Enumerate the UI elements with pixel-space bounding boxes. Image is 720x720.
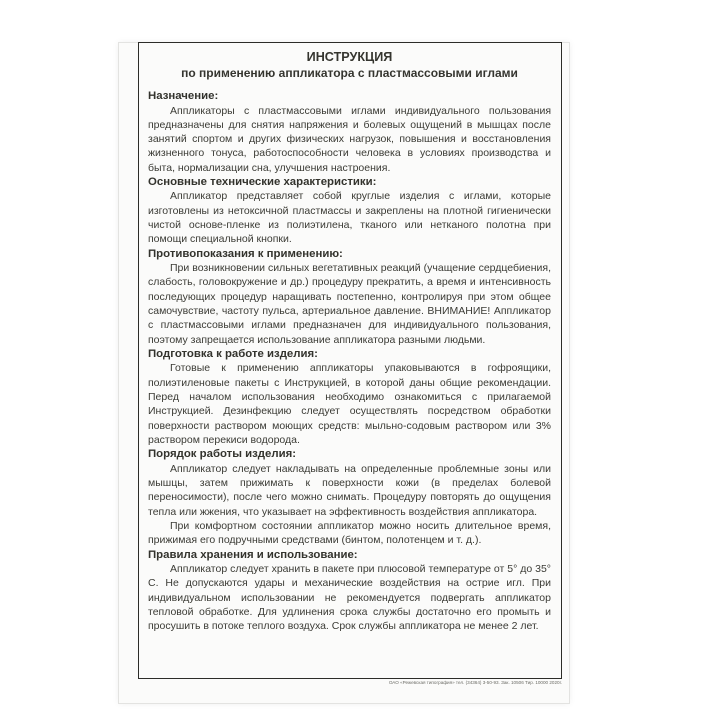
section-paragraph: При комфортном состоянии аппликатор можно носить длительное время, прижимая его подручными средствами (бинтом, полотенцем и т. д.). (148, 519, 551, 547)
section-heading: Назначение: (148, 90, 219, 102)
printer-footer: ОАО «Режевская типография» тел. (34364) 3-50-93. Зак. 10506 Тир. 10000 2020г. (388, 680, 562, 685)
section-purpose (148, 89, 551, 175)
document-title: ИНСТРУКЦИЯ (306, 50, 393, 64)
section-preparation (148, 347, 551, 447)
section-specs (148, 175, 551, 247)
section-operation (148, 447, 551, 547)
section-contraindications (148, 247, 551, 347)
section-paragraph: Аппликатор представляет собой круглые изделия с иглами, которые изготовлены из нетоксичной пластмассы и закреплены на плотной гигиенически чистой основе-пленке из полиэтилена, тканого или нетканого полотна при помощи специальной кнопки. (148, 190, 551, 246)
section-storage (148, 548, 551, 634)
section-heading: Противопоказания к применению: (148, 247, 343, 260)
section-heading: Подготовка к работе изделия: (148, 347, 318, 360)
document-subtitle: по применению аппликатора с пластмассовыми иглами (181, 66, 518, 80)
section-paragraph: Аппликатор следует хранить в пакете при плюсовой температуре от 5° до 35° С. Не допускаются удары и механические воздействия на острие игл. При индивидуальном использовании не рекомендуется подвергать аппликатор тепловой обработке. Для удлинения срока службы достаточно его промыть и просушить в потоке теплого воздуха. Срок службы аппликатора не менее 2 лет. (148, 563, 551, 633)
section-heading: Правила хранения и использование: (148, 548, 358, 561)
section-paragraph: При возникновении сильных вегетативных реакций (учащение сердцебиения, слабость, головокружение и др.) процедуру прекратить, а время и интенсивность последующих процедур наращивать постепенно, контролируя при этом общее самочувствие, частоту пульса, артериальное давление. ВНИМАНИЕ! Аппликатор с пластмассовыми иглами предназначен для индивидуального пользования, поэтому запрещается использование аппликатора разными людьми. (148, 262, 551, 346)
section-paragraph: Аппликаторы с пластмассовыми иглами индивидуального пользования предназначены для снятия напряжения и болевых ощущений в мышцах после занятий спортом и других физических нагрузок, повышения и восстановления жизненного тонуса, работоспособности человека в условиях производства и быта, нормализации сна, улучшения настроения. (148, 104, 551, 174)
section-paragraph: Готовые к применению аппликаторы упаковываются в гофроящики, полиэтиленовые пакеты с Инструкцией, в которой даны общие рекомендации. Перед началом использования необходимо ознакомиться с прилагаемой Инструкцией. Дезинфекцию следует осуществлять посредством обработки поверхности раствором моющих средств: мыльно-содовым раствором или 3% раствором перекиси водорода. (148, 362, 551, 446)
instruction-frame (138, 42, 562, 679)
section-heading: Основные технические характеристики: (148, 175, 377, 188)
section-paragraph: Аппликатор следует накладывать на определенные проблемные зоны или мышцы, затем прижимать к поверхности кожи (в пределах болевой переносимости), после чего можно снимать. Процедуру повторять до ощущения тепла или жжения, что указывает на эффективность воздействия аппликатора. (148, 462, 551, 518)
section-heading: Порядок работы изделия: (148, 448, 297, 461)
